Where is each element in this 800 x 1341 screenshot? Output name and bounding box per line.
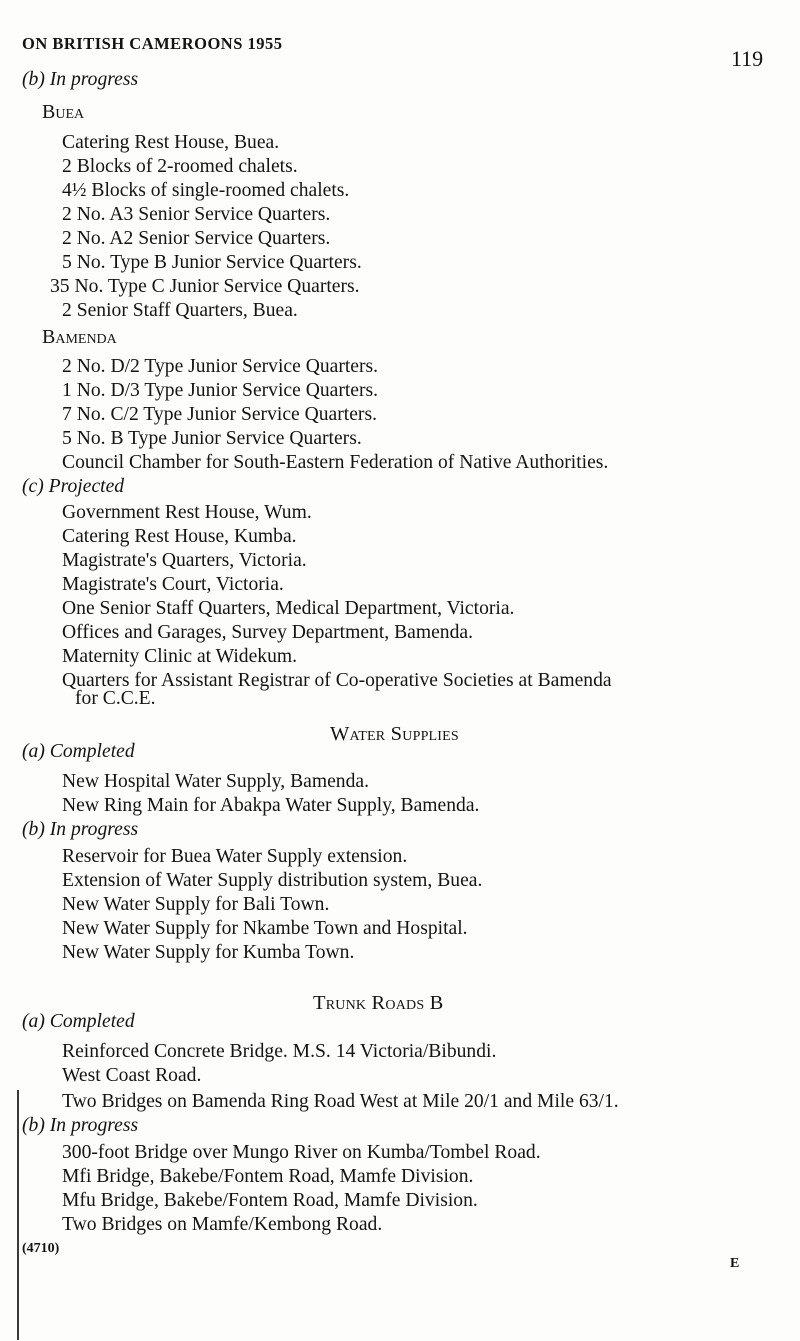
place-heading-bamenda: Bamenda <box>42 326 117 348</box>
list-item: Maternity Clinic at Widekum. <box>62 646 298 667</box>
subsection-label: (a) Completed <box>22 1011 135 1032</box>
list-item: Two Bridges on Bamenda Ring Road West at Mile 20/1 and Mile 63/1. <box>62 1091 619 1112</box>
list-item: New Ring Main for Abakpa Water Supply, Bamenda. <box>62 795 480 816</box>
list-item: 5 No. Type B Junior Service Quarters. <box>62 252 362 273</box>
subsection-label: (b) In progress <box>22 69 139 90</box>
list-item: New Water Supply for Bali Town. <box>62 894 330 915</box>
list-item: 2 No. D/2 Type Junior Service Quarters. <box>62 356 379 377</box>
list-item: West Coast Road. <box>62 1065 202 1086</box>
list-item: New Water Supply for Nkambe Town and Hospital. <box>62 918 468 939</box>
list-item: New Hospital Water Supply, Bamenda. <box>62 771 369 792</box>
list-item-continuation: for C.C.E. <box>75 688 156 709</box>
list-item: Quarters for Assistant Registrar of Co-operative Societies at Bamenda <box>62 670 612 691</box>
list-item: Reinforced Concrete Bridge. M.S. 14 Victoria/Bibundi. <box>62 1041 497 1062</box>
list-item: 2 No. A3 Senior Service Quarters. <box>62 204 331 225</box>
list-item: Offices and Garages, Survey Department, Bamenda. <box>62 622 473 643</box>
list-item: 300-foot Bridge over Mungo River on Kumba/Tombel Road. <box>62 1142 541 1163</box>
list-item: 1 No. D/3 Type Junior Service Quarters. <box>62 380 379 401</box>
list-item: 2 Blocks of 2-roomed chalets. <box>62 156 298 177</box>
subsection-label: (a) Completed <box>22 741 135 762</box>
place-heading-buea: Buea <box>42 101 85 123</box>
list-item: Council Chamber for South-Eastern Federation of Native Authorities. <box>62 452 609 473</box>
list-item: 2 No. A2 Senior Service Quarters. <box>62 228 331 249</box>
page-number: 119 <box>731 46 764 71</box>
list-item: 2 Senior Staff Quarters, Buea. <box>62 300 298 321</box>
section-heading-water-supplies: Water Supplies <box>330 723 459 745</box>
list-item: Two Bridges on Mamfe/Kembong Road. <box>62 1214 383 1235</box>
scan-edge-line <box>17 1090 19 1340</box>
subsection-label: (c) Projected <box>22 476 125 497</box>
signature-mark: E <box>730 1256 740 1271</box>
list-item: Government Rest House, Wum. <box>62 502 312 523</box>
list-item: Mfu Bridge, Bakebe/Fontem Road, Mamfe Division. <box>62 1190 478 1211</box>
running-head: ON BRITISH CAMEROONS 1955 <box>22 34 283 53</box>
list-item: Mfi Bridge, Bakebe/Fontem Road, Mamfe Division. <box>62 1166 474 1187</box>
list-item: Magistrate's Court, Victoria. <box>62 574 284 595</box>
subsection-label: (b) In progress <box>22 1115 139 1136</box>
subsection-label: (b) In progress <box>22 819 139 840</box>
list-item: 4½ Blocks of single-roomed chalets. <box>62 180 350 201</box>
list-item: New Water Supply for Kumba Town. <box>62 942 355 963</box>
list-item: Catering Rest House, Buea. <box>62 132 280 153</box>
list-item: Reservoir for Buea Water Supply extension. <box>62 846 408 867</box>
list-item: 7 No. C/2 Type Junior Service Quarters. <box>62 404 377 425</box>
list-item: Extension of Water Supply distribution system, Buea. <box>62 870 483 891</box>
list-item: 35 No. Type C Junior Service Quarters. <box>50 276 360 297</box>
section-heading-trunk-roads: Trunk Roads B <box>313 992 444 1014</box>
print-code: (4710) <box>22 1241 60 1256</box>
list-item: Catering Rest House, Kumba. <box>62 526 297 547</box>
list-item: 5 No. B Type Junior Service Quarters. <box>62 428 362 449</box>
list-item: Magistrate's Quarters, Victoria. <box>62 550 307 571</box>
list-item: One Senior Staff Quarters, Medical Department, Victoria. <box>62 598 515 619</box>
